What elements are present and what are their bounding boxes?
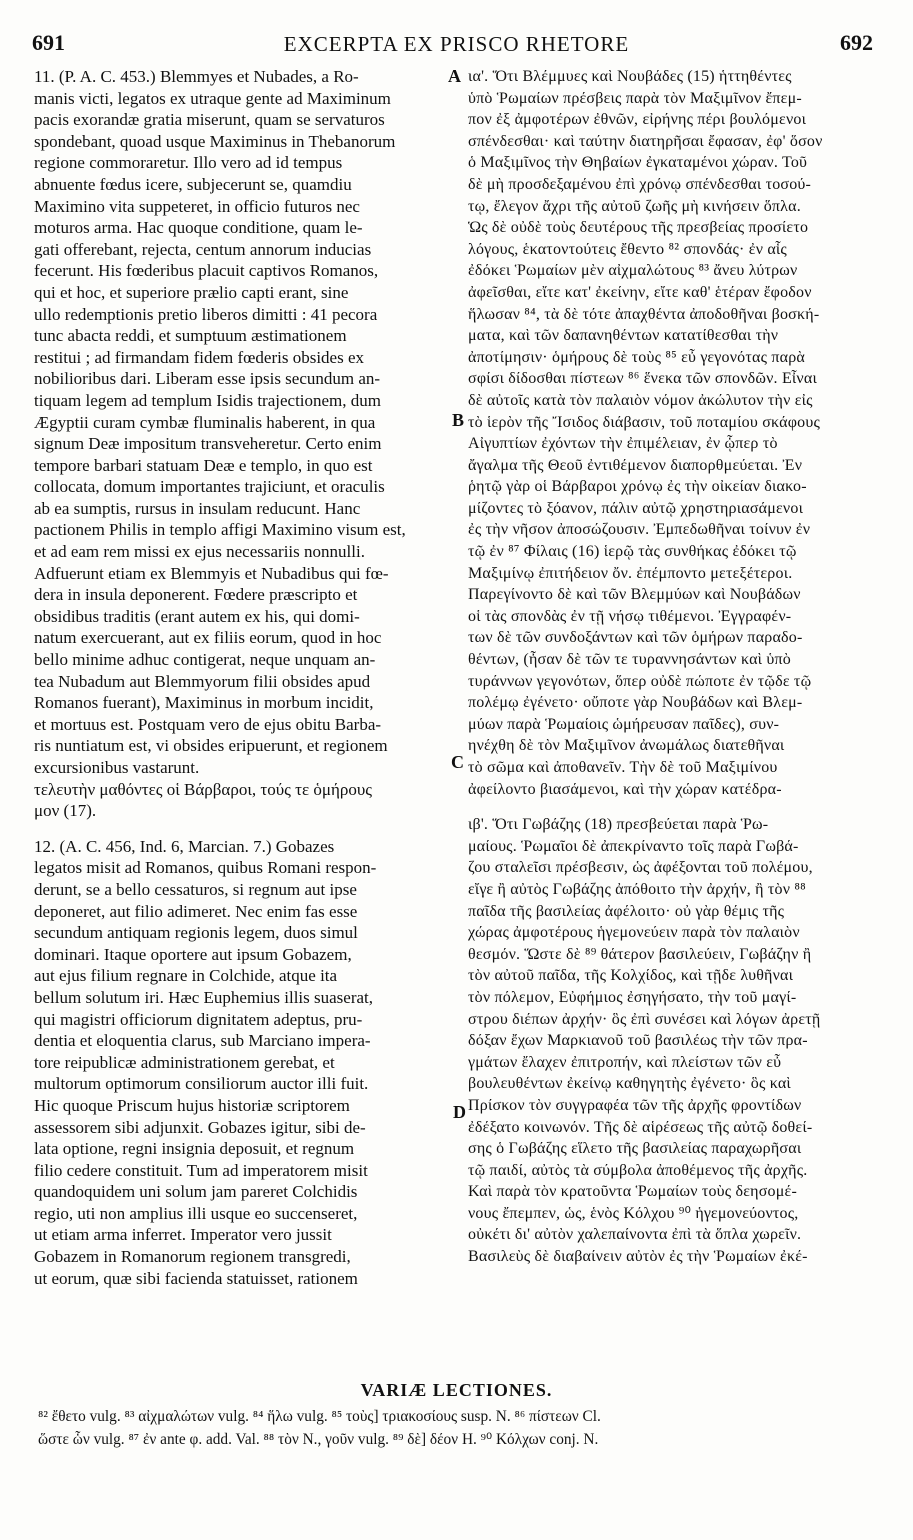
greek-text-line: μύων παρὰ Ῥωμαίοις ὡμήρευσαν παῖδες), συν- [468, 715, 780, 733]
margin-marker-a: A [448, 66, 461, 86]
greek-text-line: δόξαν ἔχων Μαρκιανοῦ τοῦ βασιλέως τὴν τῶν πρα- [468, 1032, 808, 1050]
latin-text-line: 12. (A. C. 456, Ind. 6, Marcian. 7.) Gobazes [34, 836, 335, 856]
greek-text-line: Καὶ παρὰ τὸν κρατοῦντα Ῥωμαίων τοὺς δεησομέ- [468, 1183, 797, 1201]
latin-text-line: filio cedere constituit. Tum ad imperatorem misit [34, 1160, 368, 1180]
greek-text-line: παῖδα τῆς βασιλείας ἀφέλοιτο· οὐ γὰρ θέμις τῆς [468, 902, 785, 920]
greek-text-line: ιβ'. Ὅτι Γωβάζης (18) πρεσβεύεται παρὰ Ῥω- [468, 816, 769, 834]
latin-text-line: Hic quoque Priscum hujus historiæ scriptorem [34, 1095, 350, 1115]
latin-text-line: derunt, se a bello cessaturos, si regnum aut ipse [34, 879, 357, 899]
page-number-left: 691 [32, 30, 65, 55]
latin-text-line: regio, uti non amplius illi usque eo succenseret, [34, 1203, 358, 1223]
greek-text-line: ια'. Ὅτι Βλέμμυες καὶ Νουβάδες (15) ἡττηθέντες [468, 68, 792, 85]
greek-text-line: τῷ ἐν ⁸⁷ Φίλαις (16) ἱερῷ τὰς συνθήκας ἐδόκει τῷ [468, 543, 797, 561]
latin-text-line: ris nuntiatum est, vi obsides eripuerunt, et regionem [34, 736, 388, 756]
greek-text-line: τὸ σῶμα καὶ ἀποθανεῖν. Τὴν δὲ τοῦ Μαξιμίνου [468, 759, 778, 776]
latin-text-line: et mortuus est. Postquam vero de ejus obitu Barba- [34, 714, 382, 734]
greek-text-line: γμάτων ἔλαχεν ἐπιτροπήν, καὶ πλείστων τῶν εὖ [468, 1053, 782, 1071]
margin-marker-c: C [451, 752, 464, 772]
latin-text-line: regione commoraretur. Illo vero ad id tempus [34, 153, 343, 173]
greek-text-line: ῥητῷ γὰρ οἱ Βάρβαροι χρόνῳ ἐς τὴν οἰκείαν διακο- [468, 478, 807, 496]
latin-text-line: 11. (P. A. C. 453.) Blemmyes et Nubades, a Ro- [34, 67, 359, 86]
margin-marker-b: B [452, 410, 465, 430]
latin-text-line: et ad eam rem missi ex ejus necessariis nonnulli. [34, 542, 365, 562]
latin-text-line: obsidibus traditis (erant autem ex his, qui domi- [34, 606, 360, 626]
greek-text-line: σπένδεσθαι· καὶ ταύτην διατηρῆσαι ἔφασαν, ἐφ' ὅσον [468, 132, 823, 150]
greek-text-line: ἀφείλοντο βιασάμενοι, καὶ τὴν χώραν κατέδρα- [468, 780, 782, 798]
greek-text-line: ἐδέξατο κοινωνόν. Τῆς δὲ αἱρέσεως τῆς αὐτῷ δοθεί- [468, 1118, 813, 1136]
running-title: EXCERPTA EX PRISCO RHETORE [283, 32, 630, 56]
greek-text-line: Αἰγυπτίων ἐχόντων τὴν ἐπιμέλειαν, ἐν ᾧπερ τὸ [468, 435, 778, 453]
greek-text-line: ἥλωσαν ⁸⁴, τὰ δὲ τότε ἀπαχθέντα ἀποδοθῆναι βοσκή- [468, 305, 820, 323]
latin-text-line: Maximino vita suppeteret, in officio futuros nec [34, 196, 360, 216]
greek-text-line: ἐς τὴν νῆσον ἀποσώζουσιν. Ἐμπεδωθῆναι τοίνυν ἐν [468, 521, 811, 539]
latin-text-line: restitui ; ad firmandam fidem fœderis obsides ex [34, 347, 364, 367]
latin-text-line: Ægyptii curam cymbæ fluminalis haberent, in qua [34, 412, 376, 432]
latin-text-line: τελευτὴν μαθόντες οἱ Βάρβαροι, τούς τε ὁμήρους [34, 779, 372, 799]
greek-text-line: θεσμόν. Ὥστε δὲ ⁸⁹ θάτερον βασιλεύειν, Γωβάζην ἢ [468, 945, 812, 963]
latin-text-line: excursionibus vastarunt. [34, 758, 200, 777]
greek-text-line: εἴγε ἢ αὐτὸς Γωβάζης ἀπόθοιτο τὴν ἀρχήν, ἢ τὸν ⁸⁸ [468, 880, 806, 898]
latin-text-line: secundum antiquam regionis legem, duos simul [34, 923, 358, 943]
latin-text-line: aut ejus filium regnare in Colchide, atque ita [34, 966, 338, 986]
latin-text-line: ut eorum, quæ sibi facienda statuisset, rationem [34, 1268, 358, 1288]
greek-text-line: Παρεγίνοντο δὲ καὶ τῶν Βλεμμύων καὶ Νουβάδων [468, 586, 801, 604]
greek-text-line: πον ἐξ ἀμφοτέρων ἐθνῶν, εἰρήνης πέρι βουλόμενοι [468, 111, 807, 129]
latin-text-line: pactionem Philis in templo affigi Maximino visum est, [34, 520, 406, 540]
latin-text-line: tore reipublicæ administrationem gerebat, et [34, 1052, 335, 1072]
latin-text-line: bello minime adhuc contigerat, neque unquam an- [34, 650, 376, 670]
greek-text-line: πολέμῳ ἐγένετο· οὔποτε γὰρ Νουβάδων καὶ Βλεμ- [468, 694, 803, 712]
latin-text-line: ab ea sumptis, rursus in insulam reducunt. Hanc [34, 498, 361, 518]
greek-text-line: μαίους. Ῥωμαῖοι δὲ ἀπεκρίναντο τοῖς παρὰ Γωβά- [468, 837, 799, 855]
latin-text-line: gati offerebant, rejecta, centum annorum inducias [34, 239, 372, 259]
latin-text-line: tempore barbari statuam Deæ e templo, in quo est [34, 455, 373, 475]
margin-marker-d: D [453, 1102, 466, 1122]
latin-text-line: lata optione, regni insignia deposuit, et regnum [34, 1139, 355, 1159]
latin-text-line: deponeret, aut filio adimeret. Nec enim fas esse [34, 901, 358, 921]
paragraph-gap [34, 822, 444, 836]
greek-text-line: νους ἔπεμπεν, ὡς, ἑνὸς Κόλχου ⁹⁰ ἡγεμονεύοντος, [468, 1204, 799, 1222]
variant-readings-line: ⁸² ἔθετο vulg. ⁸³ αἰχμαλώτων vulg. ⁸⁴ ἥλω vulg. ⁸⁵ τοὺς] τριακοσίους susp. N. ⁸⁶ πίστεων Cl. [38, 1408, 601, 1425]
greek-text-line: θέντων, (ἦσαν δὲ τῶν τε τυραννησάντων καὶ ὑπὸ [468, 651, 791, 669]
greek-text-line: ὁ Μαξιμῖνος τὴν Θηβαίων ἐγκαταμένοι χώραν. Τοῦ [468, 154, 808, 172]
greek-text-line: ηνέχθη δὲ τὸν Μαξιμῖνον ἀνωμάλως διατεθῆναι [468, 737, 785, 755]
paragraph-gap [468, 800, 880, 814]
latin-text-line: quandoquidem uni solum jam pareret Colchidis [34, 1182, 358, 1202]
greek-text-line: μίζοντες τὸ ξόανον, πάλιν αὐτῷ χρηστηριασάμενοι [468, 499, 804, 517]
greek-text-line: Πρίσκον τὸν συγγραφέα τῶν τῆς ἀρχῆς φροντίδων [468, 1096, 802, 1114]
latin-text-line: dera in insula deponerent. Fœdere præscripto et [34, 585, 358, 605]
latin-text-line: signum Deæ impositum transveheretur. Certo enim [34, 434, 382, 454]
latin-text-line: tiquam legem ad templum Isidis trajectionem, dum [34, 390, 382, 410]
greek-text-line: Βασιλεὺς δὲ διαβαίνειν αὐτὸν ἐς τὴν Ῥωμαίων ἐκέ- [468, 1248, 808, 1266]
greek-text-line: τὸ ἱερὸν τῆς Ἴσιδος διάβασιν, τοῦ ποταμίου σκάφους [468, 413, 821, 431]
latin-text-line: moturos arma. Hac quoque conditione, quam le- [34, 218, 363, 238]
greek-text-line: λόγους, ἑκατοντούτεις ἔθεντο ⁸² σπονδάς· ἐν αἷς [468, 240, 787, 258]
greek-text-line: ἄγαλμα τῆς Θεοῦ ἐντιθέμενον διαπορθμεύεται. Ἐν [468, 456, 803, 474]
latin-column [34, 66, 444, 1289]
latin-text-line: μον (17). [34, 801, 97, 821]
latin-text-line: qui et hoc, et superiore prælio capti erant, sine [34, 282, 349, 302]
greek-text-line: τὸν πόλεμον, Εὐφήμιος ἐσηγήσατο, τὴν τοῦ μαγί- [468, 988, 797, 1006]
latin-text-line: ullo redemptionis pretio liberos dimitti : 41 pecora [34, 304, 378, 324]
latin-text-line: Gobazem in Romanorum regionem transgredi, [34, 1247, 351, 1267]
greek-text-line: οἱ τὰς σπονδὰς ἐν τῇ νήσῳ τιθέμενοι. Ἐγγραφέν- [468, 607, 792, 625]
greek-column [468, 66, 880, 1268]
latin-text-line: tea Nubadum aut Blemmyorum filii obsides apud [34, 671, 371, 691]
latin-text-line: pacis exorandæ gratia miserunt, quam se servaturos [34, 110, 385, 130]
greek-text-line: χώρας ἀμφοτέρους ἡγεμονεύειν παρὰ τὸν παλαιὸν [468, 924, 800, 942]
latin-text-line: ut etiam arma inferret. Imperator vero jussit [34, 1225, 332, 1245]
variant-readings-line: ὥστε ὧν vulg. ⁸⁷ ἐν ante φ. add. Val. ⁸⁸ τὸν N., γοῦν vulg. ⁸⁹ δὲ] δέον H. ⁹⁰ Κόλχων conj. N. [38, 1431, 599, 1448]
greek-text-line: των δὲ τῶν συνδοξάντων καὶ τῶν ὁμήρων παραδο- [468, 629, 803, 647]
greek-text-line: ἀφεῖσθαι, εἴτε κατ' ἐκείνην, εἴτε καθ' ἑτέραν ἔφοδον [468, 283, 812, 301]
greek-text-line: δὲ μὴ προσδεξαμένου ἐπὶ χρόνῳ σπένδεσθαι τοσού- [468, 175, 812, 193]
greek-text-line: Ὡς δὲ οὐδὲ τοὺς δευτέρους τῆς πρεσβείας προσίετο [468, 219, 809, 237]
latin-text-line: qui magistri officiorum dignitatem adeptus, pru- [34, 1009, 363, 1029]
greek-text-line: ματα, καὶ τῶν δαπανηθέντων κατατίθεσθαι τὴν [468, 327, 779, 345]
greek-text-line: Μαξιμίνῳ ἐπιτήδειον ὄν. ἐπέμποντο μετεξέτεροι. [468, 564, 793, 582]
latin-text-line: tunc abacta reddi, et sumptuum æstimationem [34, 326, 347, 346]
greek-text-line: τυράννων γεγονότων, ὅπερ οὐδὲ πώποτε ἐν τῷδε τῷ [468, 672, 812, 690]
greek-text-line: ἀποτίμησιν· ὁμήρους δὲ τοὺς ⁸⁵ εὖ γεγονότας παρὰ [468, 348, 805, 366]
latin-text-line: spondebant, quoad usque Maximinus in Thebanorum [34, 131, 396, 151]
greek-text-line: βουλευθέντων ἐκείνῳ καθηγητὴς ἐγένετο· ὃς καὶ [468, 1075, 791, 1093]
latin-text-line: nobilioribus dari. Liberam esse ipsis secundum an- [34, 369, 381, 389]
greek-text-line: οὐκέτι δι' αὐτὸν χαλεπαίνοντα ἐπὶ τὰ ὅπλα χωρεῖν. [468, 1226, 802, 1244]
greek-text-line: στρου διέπων ἀρχήν· ὃς ἐπὶ συνέσει καὶ λόγων ἀρετῇ [468, 1010, 821, 1028]
latin-text-line: natum exercuerant, aut ex filiis eorum, quod in hoc [34, 628, 382, 648]
variae-lectiones-heading: VARIÆ LECTIONES. [360, 1380, 553, 1400]
latin-text-line: multorum optimorum consiliorum auctor illi fuit. [34, 1074, 369, 1094]
greek-text-line: ὑπὸ Ῥωμαίων πρέσβεις παρὰ τὸν Μαξιμῖνον ἔπεμ- [468, 89, 802, 107]
latin-text-line: Adfuerunt etiam ex Blemmyis et Nubadibus qui fœ- [34, 563, 389, 583]
greek-text-line: τῷ παιδί, αὐτὸς τὰ σύμβολα ἀποθέμενος τῆς ἀρχῆς. [468, 1161, 808, 1179]
latin-text-line: collocata, domum importantes trajiciunt, et oraculis [34, 477, 385, 497]
latin-text-line: assessorem sibi adjunxit. Gobazes igitur, sibi de- [34, 1117, 366, 1137]
page-number-right: 692 [840, 30, 873, 55]
latin-text-line: abnuente fœdus icere, subjecerunt se, quamdiu [34, 174, 352, 194]
greek-text-line: σης ὁ Γωβάζης εἵλετο τῆς βασιλείας παραχωρῆσαι [468, 1140, 802, 1158]
greek-text-line: σφίσι δίδοσθαι πίστεων ⁸⁶ ἕνεκα τῶν σπονδῶν. Εἶναι [468, 370, 817, 388]
greek-text-line: τὸν αὐτοῦ παῖδα, τῆς Κολχίδος, καὶ τῇδε λυθῆναι [468, 967, 794, 985]
latin-text-line: Romanos fuerant), Maximinus in morbum incidit, [34, 693, 374, 713]
latin-text-line: dentia et eloquentia clarus, sub Marciano impera- [34, 1031, 371, 1051]
greek-text-line: δὲ αὐτοῖς κατὰ τὸν παλαιὸν νόμον ἀκώλυτον τὴν εἰς [468, 391, 813, 409]
latin-text-line: fecerunt. His fœderibus placuit captivos Romanos, [34, 261, 379, 281]
latin-text-line: bellum solutum iri. Hæc Euphemius illis suaserat, [34, 987, 374, 1007]
greek-text-line: ζου σταλεῖσι πρέσβεσιν, ὡς ἀφέξονται τοῦ πολέμου, [468, 859, 813, 877]
latin-text-line: manis victi, legatos ex utraque gente ad Maximinum [34, 88, 391, 108]
greek-text-line: τῳ, ἔλεγον ἄχρι τῆς αὐτοῦ ζωῆς μὴ κινήσειν ὅπλα. [468, 197, 801, 215]
page-header [0, 30, 913, 64]
greek-text-line: ἐδόκει Ῥωμαίων μὲν αἰχμαλώτους ⁸³ ἄνευ λύτρων [468, 262, 798, 280]
latin-text-line: legatos misit ad Romanos, quibus Romani respon- [34, 858, 377, 878]
latin-text-line: dominari. Itaque oportere aut ipsum Gobazem, [34, 944, 352, 964]
